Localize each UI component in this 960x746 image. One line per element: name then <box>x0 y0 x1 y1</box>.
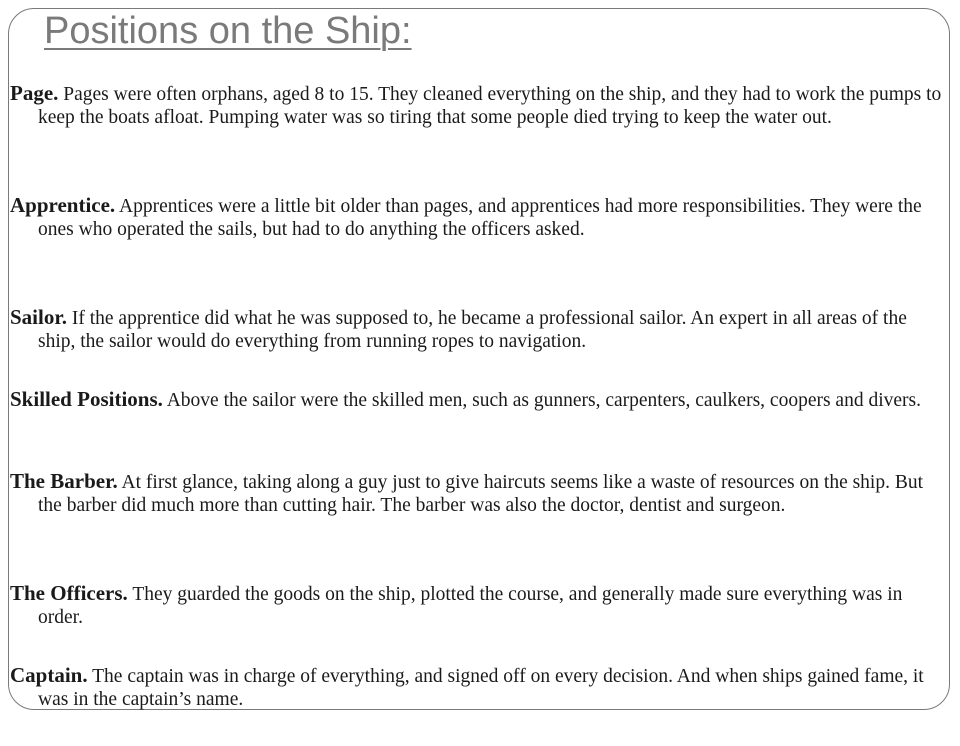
entry-text: The captain was in charge of everything, and signed off on every decision. And when ships gained fame, it was in the captain’s name. <box>38 666 924 710</box>
entry-skilled-positions <box>10 388 942 470</box>
entry-captain <box>10 664 942 746</box>
entry-page <box>10 82 942 194</box>
entry-term: Apprentice. <box>10 193 116 217</box>
slide-title: Positions on the Ship: <box>44 10 412 52</box>
entry-term: Page. <box>10 81 59 105</box>
entry-text: If the apprentice did what he was supposed to, he became a professional sailor. An expert in all areas of the ship, the sailor would do everything from running ropes to navigation. <box>38 308 907 352</box>
entry-barber <box>10 470 942 582</box>
slide-body <box>10 82 942 746</box>
entry-text: Pages were often orphans, aged 8 to 15. They cleaned everything on the ship, and they had to work the pumps to keep the boats afloat. Pumping water was so tiring that some people died trying to keep the water out. <box>38 84 942 128</box>
entry-sailor <box>10 306 942 388</box>
entry-term: Sailor. <box>10 305 67 329</box>
entry-apprentice <box>10 194 942 306</box>
entry-term: Captain. <box>10 663 88 687</box>
entry-text: Above the sailor were the skilled men, such as gunners, carpenters, caulkers, coopers and divers. <box>166 390 921 411</box>
entry-term: Skilled Positions. <box>10 387 163 411</box>
entry-text: They guarded the goods on the ship, plotted the course, and generally made sure everything was in order. <box>38 584 903 628</box>
entry-term: The Officers. <box>10 581 128 605</box>
entry-text: Apprentices were a little bit older than pages, and apprentices had more responsibilities. They were the ones who operated the sails, but had to do anything the officers asked. <box>38 196 922 240</box>
entry-officers <box>10 582 942 664</box>
entry-term: The Barber. <box>10 469 118 493</box>
entry-text: At first glance, taking along a guy just to give haircuts seems like a waste of resources on the ship. But the barber did much more than cutting hair. The barber was also the doctor, dentist and surgeon. <box>38 472 924 516</box>
